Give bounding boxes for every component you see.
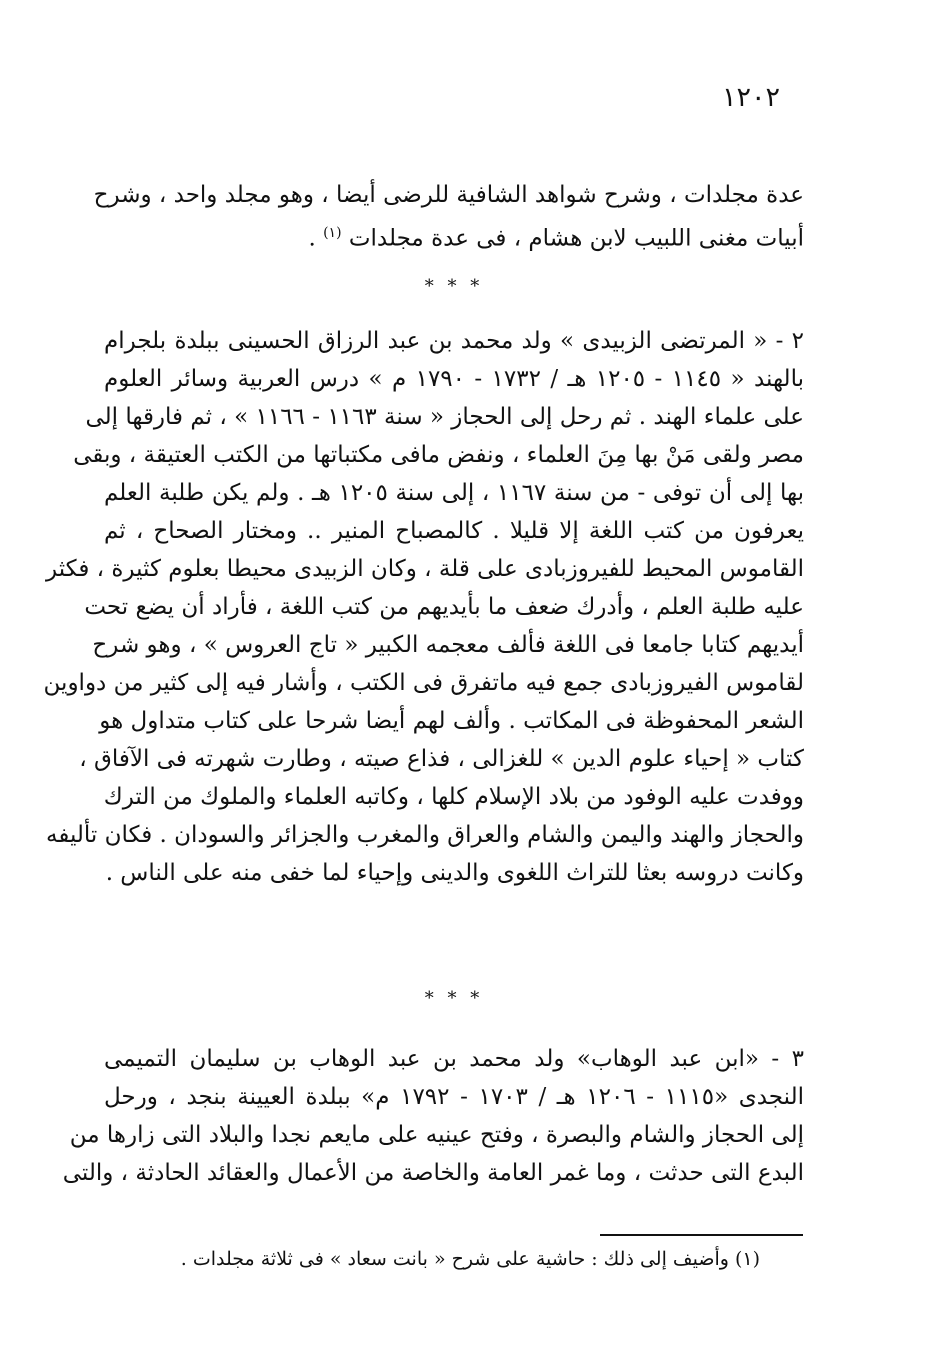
text-line: وكانت دروسه بعثا للتراث اللغوى والدينى وإحياء لما خفى منه على الناس .	[105, 860, 804, 886]
text-line: والحجاز والهند واليمن والشام والعراق والمغرب والجزائر والسودان . فكان تأليفه	[45, 822, 804, 848]
text-line: بالهند « ١١٤٥ - ١٢٠٥ هـ / ١٧٣٢ - ١٧٩٠ م » درس العربية وسائر العلوم	[104, 366, 804, 392]
text-line: الشعر المحفوظة فى المكاتب . وألف لهم أيضا شرحا على كتاب متداول هو	[99, 708, 804, 734]
text-line: كتاب « إحياء علوم الدين » للغزالى ، فذاع صيته ، وطارت شهرته فى الآفاق ،	[79, 746, 804, 772]
text-line: بها إلى أن توفى - من سنة ١١٦٧ ، إلى سنة ١٢٠٥ هـ . ولم يكن طلبة العلم	[104, 480, 804, 506]
footnote-marker: (١)	[323, 225, 342, 241]
text-line: مصر ولقى مَنْ بها مِنَ العلماء ، ونفض مافى مكتباتها من الكتب العتيقة ، وبقى	[73, 442, 804, 468]
section-2-paragraph	[43, 322, 804, 892]
text-fragment: .	[308, 225, 324, 252]
text-line: عليه طلبة العلم ، وأدرك ضعف ما بأيديهم من كتب اللغة ، فأراد أن يضع تحت	[84, 594, 804, 620]
footnote: (١) وأضيف إلى ذلك : حاشية على شرح « بانت سعاد » فى ثلاثة مجلدات .	[180, 1248, 760, 1270]
text-line: أيديهم كتابا جامعا فى اللغة فألف معجمه الكبير « تاج العروس » ، وهو شرح	[92, 632, 804, 658]
text-line	[104, 214, 804, 252]
text-line: ووفدت عليه الوفود من بلاد الإسلام كلها ، وكاتبه العلماء والملوك من الترك	[103, 784, 804, 810]
text-line: النجدى «١١١٥ - ١٢٠٦ هـ / ١٧٠٣ - ١٧٩٢ م» ببلدة العيينة بنجد ، ورحل	[104, 1084, 804, 1110]
text-line: إلى الحجاز والشام والبصرة ، وفتح عينيه على مايعم نجدا والبلاد التى زارها من	[69, 1122, 804, 1148]
text-fragment: أبيات مغنى اللبيب لابن هشام ، فى عدة مجلدات	[348, 225, 804, 252]
text-line: عدة مجلدات ، وشرح شواهد الشافية للرضى أيضا ، وهو مجلد واحد ، وشرح	[93, 182, 804, 208]
intro-paragraph	[93, 176, 804, 252]
section-separator: * * *	[424, 276, 484, 297]
text-line: البدع التى حدثت ، وما غمر العامة والخاصة من الأعمال والعقائد الحادثة ، والتى	[62, 1160, 804, 1186]
text-line: يعرفون من كتب اللغة إلا قليلا . كالمصباح المنير .. ومختار الصحاح ، ثم	[104, 518, 804, 544]
footnote-rule	[600, 1234, 803, 1236]
text-line: ٣ - «ابن عبد الوهاب» ولد محمد بن عبد الوهاب بن سليمان التميمى	[104, 1046, 804, 1072]
text-line: على علماء الهند . ثم رحل إلى الحجاز « سنة ١١٦٣ - ١١٦٦ » ، ثم فارقها إلى	[85, 404, 804, 430]
text-line: لقاموس الفيروزبادى جمع فيه ماتفرق فى الكتب ، وأشار فيه إلى كثير من دواوين	[43, 670, 804, 696]
page-number: ١٢٠٢	[721, 82, 780, 113]
section-separator: * * *	[424, 988, 484, 1009]
text-line: ٢ - « المرتضى الزبيدى » ولد محمد بن عبد الرزاق الحسينى ببلدة بلجرام	[104, 328, 804, 354]
section-3-paragraph	[62, 1040, 804, 1192]
text-line: القاموس المحيط للفيروزبادى على قلة ، وكان الزبيدى محيطا بعلوم كثيرة ، فكثر	[46, 556, 804, 582]
